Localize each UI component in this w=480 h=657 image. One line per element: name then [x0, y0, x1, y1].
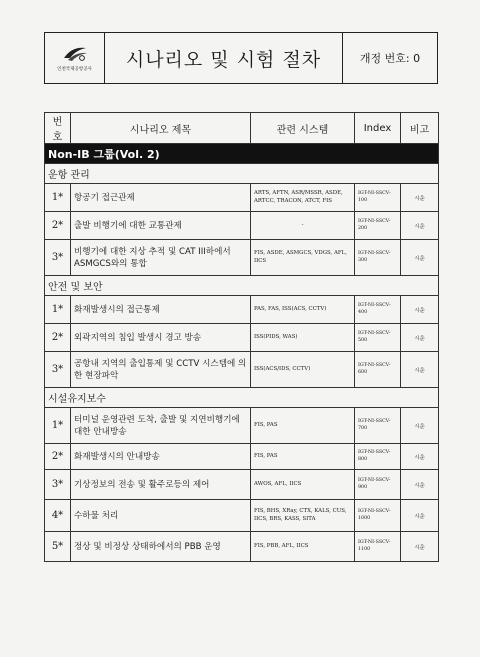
logo-text: 인천국제공항공사: [57, 67, 92, 72]
table-row: [45, 408, 439, 444]
related-systems: FIS, BHS, XRay, CTX, KALS, CUS, IICS, BRS, KASS, SITA: [251, 500, 355, 532]
index-code: IGT-NI-SSCV-500: [355, 324, 401, 352]
table-row: [45, 240, 439, 276]
row-number: 2*: [45, 444, 71, 470]
row-number: 5*: [45, 532, 71, 562]
table-row: [45, 324, 439, 352]
column-header: 번호: [45, 113, 71, 144]
table-row: [45, 470, 439, 500]
remark: 시운: [401, 408, 439, 444]
index-code: IGT-NI-SSCV-100: [355, 184, 401, 212]
index-code: IGT-NI-SSCV-1000: [355, 500, 401, 532]
category-title: 안전 및 보안: [45, 276, 439, 296]
document-header: [44, 32, 438, 84]
related-systems: FIS, PAS: [251, 408, 355, 444]
table-row: [45, 184, 439, 212]
row-number: 4*: [45, 500, 71, 532]
related-systems: ISS(PIDS, WAS): [251, 324, 355, 352]
scenario-title: 기상정보의 전송 및 활주로등의 제어: [71, 470, 251, 500]
index-code: IGT-NI-SSCV-300: [355, 240, 401, 276]
related-systems: AWOS, AFL, IICS: [251, 470, 355, 500]
scenario-title: 비행기에 대한 지상 추적 및 CAT III하에서 ASMGCS와의 통합: [71, 240, 251, 276]
group-row: [45, 144, 439, 164]
page-title: 시나리오 및 시험 절차: [105, 33, 343, 83]
related-systems: ISS(ACS/IDS, CCTV): [251, 352, 355, 388]
scenario-title: 출발 비행기에 대한 교통관제: [71, 212, 251, 240]
remark: 시운: [401, 352, 439, 388]
related-systems: FIS, ASDE, ASMGCS, VDGS, AFL, IICS: [251, 240, 355, 276]
column-header: Index: [355, 113, 401, 144]
related-systems: FIS, PAS: [251, 444, 355, 470]
related-systems: ARTS, AFTN, ASR/MSSR, ASDE, ARTCC, TRACON, ATCT, FIS: [251, 184, 355, 212]
table-row: [45, 500, 439, 532]
row-number: 3*: [45, 352, 71, 388]
index-code: IGT-NI-SSCV-900: [355, 470, 401, 500]
remark: 시운: [401, 240, 439, 276]
group-title: Non-IB 그룹(Vol. 2): [45, 144, 439, 164]
row-number: 1*: [45, 184, 71, 212]
remark: 시운: [401, 532, 439, 562]
row-number: 3*: [45, 240, 71, 276]
logo-cell: [45, 33, 105, 83]
table-header-row: [45, 113, 439, 144]
revision-number: 개정 번호: 0: [359, 52, 421, 65]
scenario-title: 화재발생시의 접근통제: [71, 296, 251, 324]
scenario-title: 정상 및 비정상 상태하에서의 PBB 운영: [71, 532, 251, 562]
scenario-title: 외곽지역의 침입 발생시 경고 방송: [71, 324, 251, 352]
remark: 시운: [401, 500, 439, 532]
row-number: 3*: [45, 470, 71, 500]
index-code: IGT-NI-SSCV-400: [355, 296, 401, 324]
scenario-table: [44, 112, 439, 562]
column-header: 관련 시스템: [251, 113, 355, 144]
scenario-title: 공항내 지역의 출입통제 및 CCTV 시스템에 의한 현장파악: [71, 352, 251, 388]
table-row: [45, 532, 439, 562]
table-row: [45, 352, 439, 388]
row-number: 1*: [45, 296, 71, 324]
category-title: 시설유지보수: [45, 388, 439, 408]
category-row: [45, 164, 439, 184]
scenario-title: 항공기 접근관제: [71, 184, 251, 212]
row-number: 1*: [45, 408, 71, 444]
related-systems: PAS, FAS, ISS(ACS, CCTV): [251, 296, 355, 324]
index-code: IGT-NI-SSCV-1100: [355, 532, 401, 562]
table-row: [45, 444, 439, 470]
related-systems: FIS, PBB, AFL, IICS: [251, 532, 355, 562]
remark: 시운: [401, 212, 439, 240]
index-code: IGT-NI-SSCV-600: [355, 352, 401, 388]
airport-logo-icon: [62, 44, 88, 64]
category-row: [45, 276, 439, 296]
column-header: 비고: [401, 113, 439, 144]
remark: 시운: [401, 470, 439, 500]
remark: 시운: [401, 444, 439, 470]
column-header: 시나리오 제목: [71, 113, 251, 144]
remark: 시운: [401, 296, 439, 324]
category-row: [45, 388, 439, 408]
row-number: 2*: [45, 212, 71, 240]
scenario-title: 화재발생시의 안내방송: [71, 444, 251, 470]
index-code: IGT-NI-SSCV-800: [355, 444, 401, 470]
table-row: [45, 212, 439, 240]
index-code: IGT-NI-SSCV-200: [355, 212, 401, 240]
table-row: [45, 296, 439, 324]
category-title: 운항 관리: [45, 164, 439, 184]
row-number: 2*: [45, 324, 71, 352]
index-code: IGT-NI-SSCV-700: [355, 408, 401, 444]
scenario-title: 터미널 운영관련 도착, 출발 및 지연비행기에 대한 안내방송: [71, 408, 251, 444]
remark: 시운: [401, 184, 439, 212]
scenario-title: 수하물 처리: [71, 500, 251, 532]
related-systems: -: [251, 212, 355, 240]
remark: 시운: [401, 324, 439, 352]
